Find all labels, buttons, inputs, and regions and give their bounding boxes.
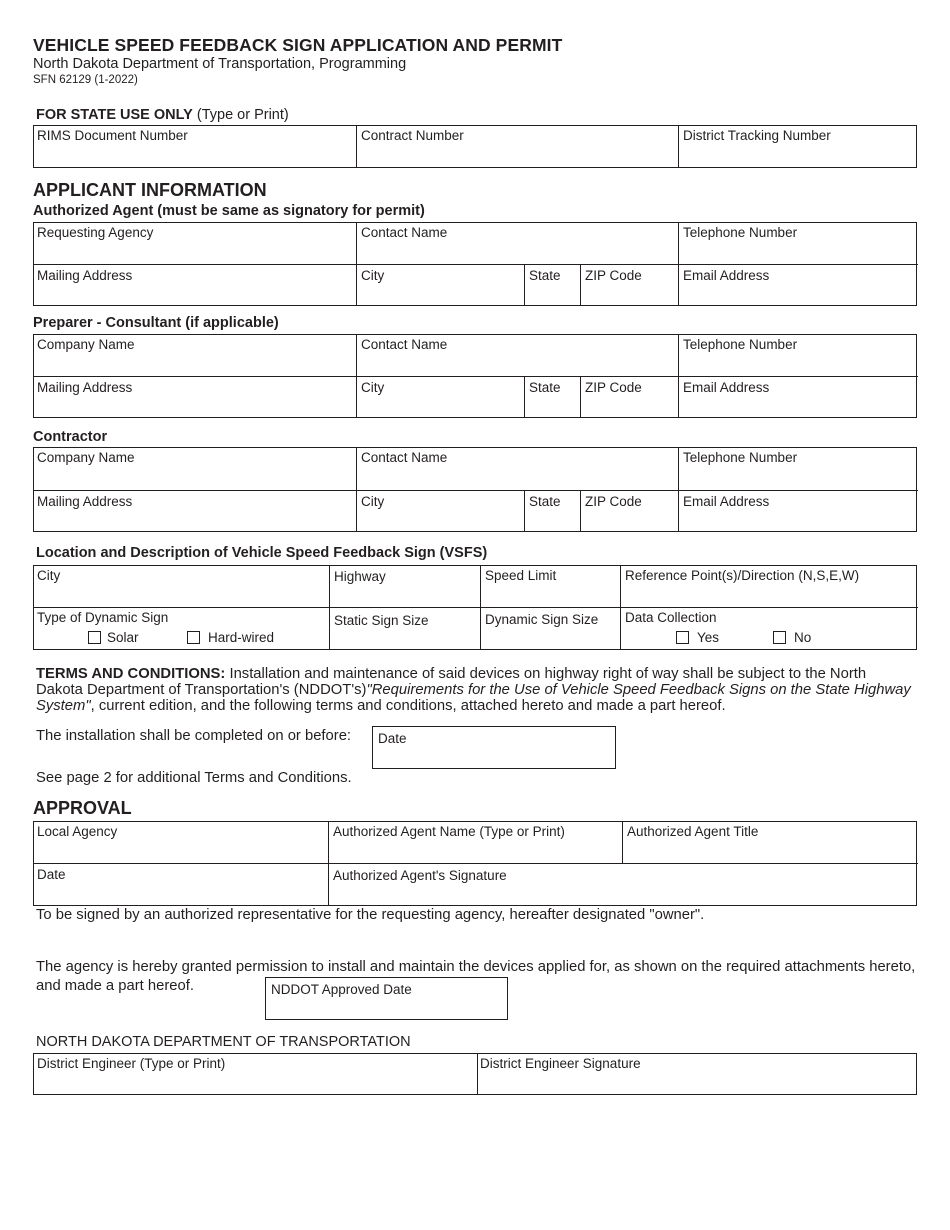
- location-city-field[interactable]: [33, 565, 329, 607]
- approval-heading: APPROVAL: [33, 798, 132, 818]
- agent-mailing-address-field[interactable]: [33, 264, 356, 306]
- agent-title-label: Authorized Agent Title: [627, 824, 759, 839]
- preparer-mailing-address-label: Mailing Address: [37, 380, 133, 395]
- terms-heading: TERMS AND CONDITIONS:: [36, 666, 226, 682]
- agent-name-field[interactable]: [328, 821, 622, 863]
- agent-table: [33, 222, 917, 306]
- department-name: North Dakota Department of Transportation, Programming: [33, 56, 407, 72]
- reference-point-label: Reference Point(s)/Direction (N,S,E,W): [625, 568, 860, 583]
- requesting-agency-label: Requesting Agency: [37, 225, 154, 240]
- agent-mailing-address-label: Mailing Address: [37, 268, 133, 283]
- nddot-approved-date-field[interactable]: [265, 977, 508, 1020]
- contractor-mailing-address-field[interactable]: [33, 490, 356, 532]
- contractor-city-field[interactable]: [356, 490, 524, 532]
- dynamic-sign-type-label: Type of Dynamic Sign: [37, 610, 169, 625]
- static-sign-size-field[interactable]: [329, 607, 480, 650]
- preparer-email-label: Email Address: [683, 380, 770, 395]
- rims-field[interactable]: [33, 125, 356, 168]
- dynamic-sign-size-label: Dynamic Sign Size: [485, 612, 599, 627]
- location-table: [33, 565, 917, 650]
- requesting-agency-field[interactable]: [33, 222, 356, 264]
- terms-requirements-title: "Requirements for the Use of Vehicle Speed Feedback Signs on the State Highway System": [36, 682, 911, 714]
- signed-note: To be signed by an authorized representative for the requesting agency, hereafter designated "owner".: [36, 907, 705, 923]
- contractor-company-label: Company Name: [37, 450, 135, 465]
- contractor-table: [33, 447, 917, 532]
- nddot-heading: NORTH DAKOTA DEPARTMENT OF TRANSPORTATION: [36, 1034, 411, 1050]
- contractor-zip-field[interactable]: [580, 490, 678, 532]
- speed-limit-label: Speed Limit: [485, 568, 557, 583]
- contractor-city-label: City: [361, 494, 385, 509]
- highway-field[interactable]: [329, 565, 480, 607]
- approval-table: [33, 821, 917, 906]
- applicant-heading: APPLICANT INFORMATION: [33, 180, 267, 200]
- agent-city-field[interactable]: [356, 264, 524, 306]
- install-date-label: Date: [378, 731, 407, 746]
- yes-checkbox[interactable]: [676, 631, 689, 644]
- dynamic-sign-size-field[interactable]: [480, 607, 620, 650]
- terms-text-1: Installation and maintenance of said devices on highway right of way shall be subject to the North Dakota Department of Transportation's (NDDOT's): [36, 666, 867, 698]
- install-date-field[interactable]: [372, 726, 616, 769]
- district-engineer-signature-field[interactable]: [477, 1053, 918, 1095]
- preparer-contact-name-field[interactable]: [356, 334, 678, 376]
- agent-zip-field[interactable]: [580, 264, 678, 306]
- data-collection-no-option[interactable]: [773, 630, 811, 645]
- no-checkbox[interactable]: [773, 631, 786, 644]
- preparer-mailing-address-field[interactable]: [33, 376, 356, 418]
- contractor-telephone-field[interactable]: [678, 447, 918, 490]
- preparer-email-field[interactable]: [678, 376, 918, 418]
- yes-label: Yes: [697, 630, 720, 645]
- district-engineer-signature-label: District Engineer Signature: [480, 1056, 641, 1071]
- solar-label: Solar: [107, 630, 139, 645]
- agent-telephone-field[interactable]: [678, 222, 918, 264]
- district-tracking-field[interactable]: [678, 125, 918, 168]
- preparer-heading: Preparer - Consultant (if applicable): [33, 315, 279, 331]
- install-by-label: The installation shall be completed on or before:: [36, 728, 352, 744]
- agent-city-label: City: [361, 268, 385, 283]
- state-use-heading-rest: (Type or Print): [192, 107, 289, 123]
- location-city-label: City: [37, 568, 61, 583]
- see-page-note: See page 2 for additional Terms and Conditions.: [36, 770, 352, 786]
- contractor-zip-label: ZIP Code: [585, 494, 642, 509]
- contract-number-label: Contract Number: [361, 128, 464, 143]
- solar-option[interactable]: [88, 630, 139, 645]
- agent-signature-label: Authorized Agent's Signature: [333, 868, 507, 883]
- contractor-state-label: State: [529, 494, 561, 509]
- agent-name-label: Authorized Agent Name (Type or Print): [333, 824, 565, 839]
- form-number: SFN 62129 (1-2022): [33, 74, 138, 86]
- contractor-contact-name-label: Contact Name: [361, 450, 448, 465]
- terms-text-2: , current edition, and the following terms and conditions, attached hereto and made a part hereof.: [90, 698, 726, 714]
- contractor-contact-name-field[interactable]: [356, 447, 678, 490]
- hard-wired-option[interactable]: [187, 630, 274, 645]
- solar-checkbox[interactable]: [88, 631, 101, 644]
- agent-zip-label: ZIP Code: [585, 268, 642, 283]
- preparer-zip-label: ZIP Code: [585, 380, 642, 395]
- approval-date-label: Date: [37, 867, 66, 882]
- data-collection-group: [620, 607, 918, 650]
- state-use-table: [33, 125, 917, 168]
- state-use-heading: [36, 107, 289, 123]
- district-engineer-field[interactable]: [33, 1053, 477, 1095]
- dynamic-sign-type-group: [33, 607, 329, 650]
- hard-wired-label: Hard-wired: [208, 630, 275, 645]
- approval-date-field[interactable]: [33, 863, 328, 906]
- rims-label: RIMS Document Number: [37, 128, 188, 143]
- agent-email-field[interactable]: [678, 264, 918, 306]
- contractor-company-field[interactable]: [33, 447, 356, 490]
- preparer-company-field[interactable]: [33, 334, 356, 376]
- agent-telephone-label: Telephone Number: [683, 225, 798, 240]
- local-agency-label: Local Agency: [37, 824, 118, 839]
- highway-label: Highway: [334, 569, 386, 584]
- agent-title-field[interactable]: [622, 821, 918, 863]
- local-agency-field[interactable]: [33, 821, 328, 863]
- agent-state-label: State: [529, 268, 561, 283]
- data-collection-yes-option[interactable]: [676, 630, 719, 645]
- hard-wired-checkbox[interactable]: [187, 631, 200, 644]
- location-heading: Location and Description of Vehicle Speed Feedback Sign (VSFS): [36, 545, 488, 561]
- terms-paragraph: [36, 666, 916, 714]
- preparer-state-field[interactable]: [524, 376, 580, 418]
- preparer-telephone-field[interactable]: [678, 334, 918, 376]
- preparer-company-label: Company Name: [37, 337, 135, 352]
- agent-signature-field[interactable]: [328, 863, 918, 906]
- reference-point-field[interactable]: [620, 565, 918, 607]
- district-engineer-table: [33, 1053, 917, 1095]
- preparer-city-field[interactable]: [356, 376, 524, 418]
- agent-state-field[interactable]: [524, 264, 580, 306]
- static-sign-size-label: Static Sign Size: [334, 613, 429, 628]
- form-title: VEHICLE SPEED FEEDBACK SIGN APPLICATION AND PERMIT: [33, 35, 563, 55]
- preparer-zip-field[interactable]: [580, 376, 678, 418]
- contractor-telephone-label: Telephone Number: [683, 450, 798, 465]
- agent-contact-name-field[interactable]: [356, 222, 678, 264]
- agent-email-label: Email Address: [683, 268, 770, 283]
- district-engineer-label: District Engineer (Type or Print): [37, 1056, 226, 1071]
- nddot-approved-date-label: NDDOT Approved Date: [271, 982, 412, 997]
- agent-contact-name-label: Contact Name: [361, 225, 448, 240]
- preparer-state-label: State: [529, 380, 561, 395]
- contract-number-field[interactable]: [356, 125, 678, 168]
- speed-limit-field[interactable]: [480, 565, 620, 607]
- data-collection-label: Data Collection: [625, 610, 717, 625]
- preparer-contact-name-label: Contact Name: [361, 337, 448, 352]
- state-use-heading-bold: FOR STATE USE ONLY: [36, 107, 193, 123]
- district-tracking-label: District Tracking Number: [683, 128, 831, 143]
- no-label: No: [794, 630, 812, 645]
- contractor-email-field[interactable]: [678, 490, 918, 532]
- contractor-heading: Contractor: [33, 429, 108, 445]
- contractor-mailing-address-label: Mailing Address: [37, 494, 133, 509]
- preparer-city-label: City: [361, 380, 385, 395]
- preparer-table: [33, 334, 917, 418]
- preparer-telephone-label: Telephone Number: [683, 337, 798, 352]
- contractor-state-field[interactable]: [524, 490, 580, 532]
- permission-text: The agency is hereby granted permission to install and maintain the devices applied for, as shown on the required attachments hereto, and made a part hereof.: [36, 959, 916, 994]
- agent-heading: Authorized Agent (must be same as signatory for permit): [33, 203, 425, 219]
- contractor-email-label: Email Address: [683, 494, 770, 509]
